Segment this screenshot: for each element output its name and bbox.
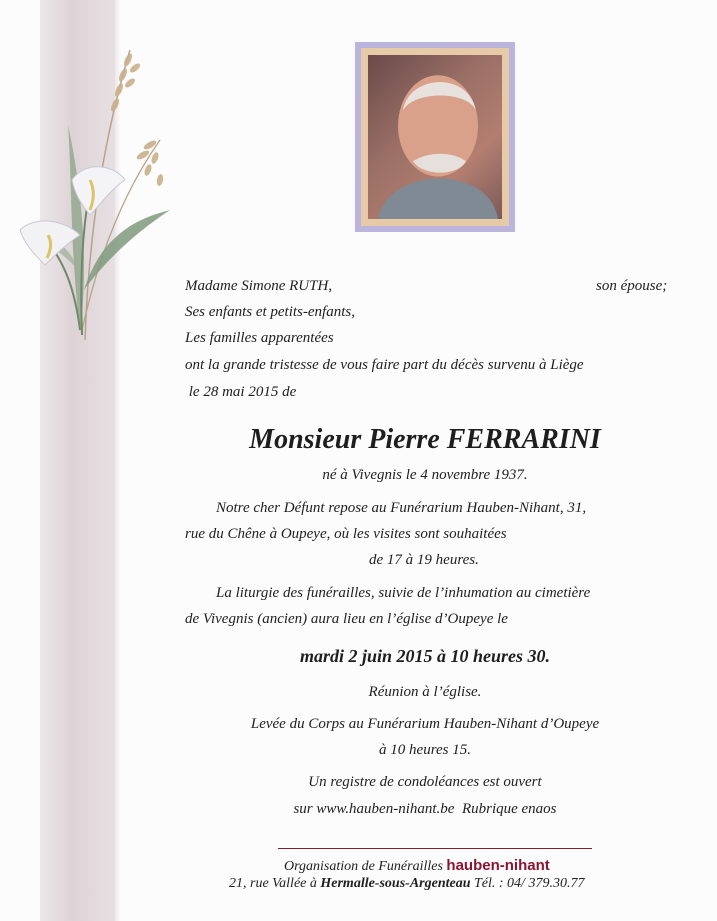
footer-organisation — [284, 857, 550, 875]
family-spouse-name: Madame Simone RUTH, — [185, 278, 333, 294]
footer-addr-town: Hermalle-sous-Argenteau — [320, 876, 471, 891]
portrait-mat — [361, 48, 509, 226]
register-line-1: Un registre de condoléances est ouvert — [308, 774, 542, 790]
family-children: Ses enfants et petits-enfants, — [185, 304, 355, 320]
ceremony-date: mardi 2 juin 2015 à 10 heures 30. — [299, 646, 551, 666]
birth-info: né à Vivegnis le 4 novembre 1937. — [322, 467, 528, 483]
footer-divider — [278, 848, 592, 849]
rest-line-2: rue du Chêne à Oupeye, où les visites sont souhaitées — [185, 526, 507, 542]
deceased-name: Monsieur Pierre FERRARINI — [249, 424, 601, 455]
levee-time: à 10 heures 15. — [379, 742, 471, 758]
death-date: le 28 mai 2015 de — [185, 384, 297, 400]
visiting-hours: de 17 à 19 heures. — [369, 552, 479, 568]
portrait-frame — [355, 42, 515, 232]
register-line-2: sur www.hauben-nihant.be Rubrique enaos — [293, 801, 557, 817]
footer-phone: Tél. : 04/ 379.30.77 — [470, 876, 585, 891]
meeting-place: Réunion à l’église. — [368, 684, 482, 700]
announcement-line: ont la grande tristesse de vous faire part du décès survenu à Liège — [185, 357, 584, 373]
liturgy-line-2: de Vivegnis (ancien) aura lieu en l’église d’Oupeye le — [185, 611, 508, 627]
family-relatives: Les familles apparentées — [185, 330, 334, 346]
rest-line-1: Notre cher Défunt repose au Funérarium Hauben-Nihant, 31, — [216, 500, 587, 516]
footer-addr-prefix: 21, rue Vallée à — [229, 876, 321, 891]
footer-org-prefix: Organisation de Funérailles — [284, 859, 447, 874]
levee-line-1: Levée du Corps au Funérarium Hauben-Nihant d’Oupeye — [250, 716, 600, 732]
calla-lily-wheat-illustration — [10, 30, 180, 350]
family-spouse-relation: son épouse; — [596, 278, 668, 294]
liturgy-line-1: La liturgie des funérailles, suivie de l’inhumation au cimetière — [216, 585, 591, 601]
footer-address — [229, 876, 584, 892]
portrait-photo — [368, 55, 502, 219]
brand-logo: hauben-nihant — [446, 857, 550, 874]
